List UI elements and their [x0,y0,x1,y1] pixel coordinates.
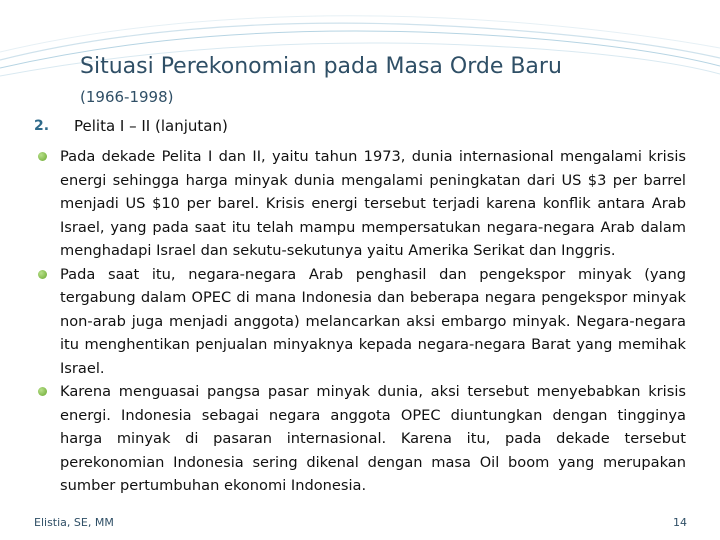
slide-title: Situasi Perekonomian pada Masa Orde Baru [80,54,562,79]
bullet-dot-icon [38,387,47,396]
bullet-text: Pada dekade Pelita I dan II, yaitu tahun 1973, dunia internasional mengalami krisis energi sehingga harga minyak dunia mengalami peningkatan dari US $3 per barrel menjadi US $10 per barel. Krisis energi tersebut terjadi karena konflik antara Arab Israel, yang pada saat itu telah mampu mempersatukan negara-negara Arab dalam menghadapi Israel dan sekutu-sekutunya yaitu Amerika Serikat dan Inggris. [60,148,686,259]
bullet-item [36,145,686,263]
bullet-dot-icon [38,270,47,279]
section-number: 2. [34,118,50,134]
slide-subtitle: (1966-1998) [80,88,174,106]
bullet-text: Pada saat itu, negara-negara Arab penghasil dan pengekspor minyak (yang tergabung dalam OPEC di mana Indonesia dan beberapa negara pengekspor minyak non-arab juga menjadi anggota) melancarkan aksi embargo minyak. Negara-negara itu menghentikan penjualan minyaknya kepada negara-negara Barat yang memihak Israel. [60,265,686,377]
page-number: 14 [673,516,687,529]
footer-author: Elistia, SE, MM [34,516,114,529]
bullet-item [36,263,686,381]
bullet-list [36,145,686,498]
bullet-dot-icon [38,152,47,161]
section-title: Pelita I – II (lanjutan) [74,117,228,135]
bullet-item [36,380,686,498]
bullet-text: Karena menguasai pangsa pasar minyak dunia, aksi tersebut menyebabkan krisis energi. Indonesia sebagai negara anggota OPEC diuntungkan dengan tingginya harga minyak di pasaran internasional. Karena itu, pada dekade tersebut perekonomian Indonesia sering dikenal dengan masa Oil boom yang merupakan sumber pertumbuhan ekonomi Indonesia. [60,383,686,494]
